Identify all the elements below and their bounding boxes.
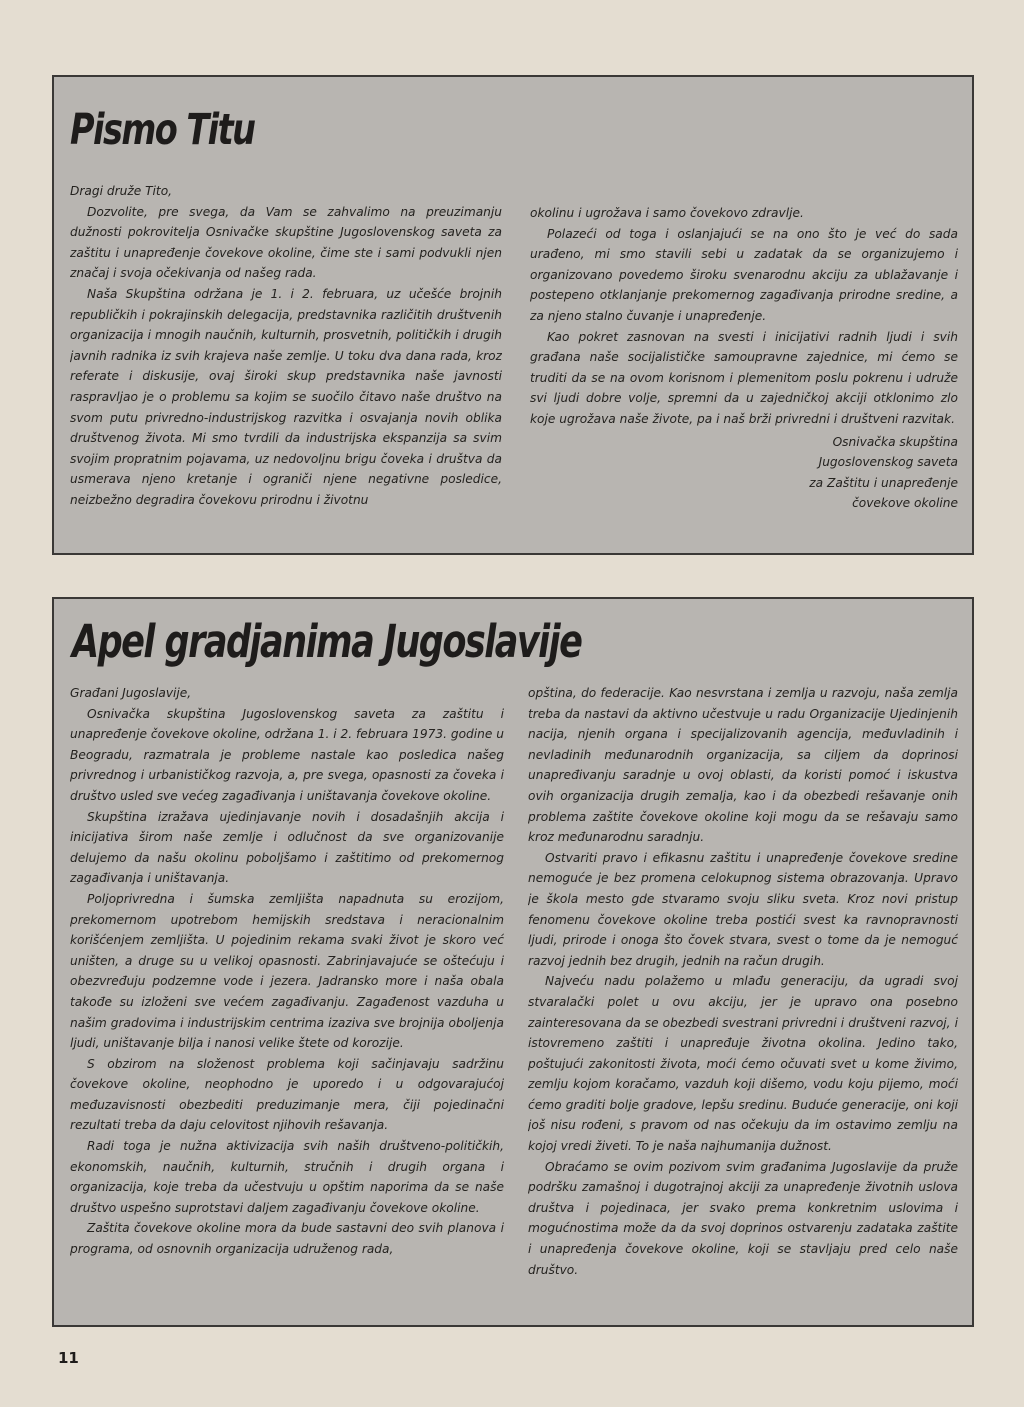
appeal-paragraph: S obzirom na složenost problema koji sačinjavaju sadržinu čovekove okoline, neophodno je uporedo i u odgovarajućoj međuzavisnosti obezbediti preduzimanje mera, čiji pojedinačni rezultati treba da daju celovitost njihovih rešavanja.: [70, 1056, 504, 1133]
appeal-paragraph: Obraćamo se ovim pozivom svim građanima Jugoslavije da pruže podršku zamašnoj i dugotrajnoj akciji za unapređenje životnih uslova društva i pojedinaca, jer svako prema konkretnim uslovima i mogućnostima može da da svoj doprinos ostvarenju zadataka zaštite i unapređenja čovekove okoline, koji se stavljaju pred celo naše društvo.: [528, 1159, 958, 1277]
page-number: 11: [58, 1349, 79, 1367]
signature-line: Jugoslovenskog saveta: [818, 455, 958, 470]
letter-to-tito-box: [52, 75, 974, 555]
letter-paragraph: Naša Skupština održana je 1. i 2. februara, uz učešće brojnih republičkih i pokrajinskih delegacija, predstavnika različitih društvenih organizacija i mnogih naučnih, kulturnih, prosvetnih, političkih i drugih javnih radnika iz svih krajeva naše zemlje. U toku dva dana rada, kroz referate i diskusije, ovaj široki skup predstavnika naše javnosti raspravljao je o problemu sa kojim se suočilo čitavo naše društvo na svom putu privredno-industrijskog razvitka i osvajanja novih oblika društvenog života. Mi smo tvrdili da industrijska ekspanzija sa svim svojim propratnim pojavama, uz nedovoljnu brigu čoveka i društva da usmerava njeno kretanje i ograniči njene negativne posledice, neizbežno degradira čovekovu prirodnu i životnu: [70, 286, 502, 507]
appeal-paragraph: Skupština izražava ujedinjavanje novih i dosadašnjih akcija i inicijativa širom naše zemlje i odlučnost da sve organizovanije delujemo da našu okolinu poboljšamo i zaštitimo od prekomernog zagađivanja i uništavanja.: [70, 809, 504, 886]
appeal-greeting: Građani Jugoslavije,: [70, 686, 192, 700]
appeal-paragraph: Najveću nadu polažemo u mlađu generaciju, da ugradi svoj stvaralački polet u ovu akciju, jer je upravo ona posebno zainteresovana da se obezbedi svestrani privredni i društveni razvoj, i istovremeno zaštiti i unapređuje životna okolina. Jedino tako, poštujući zakonitosti života, moći ćemo očuvati svet u kome živimo, zemlju kojom koračamo, vazduh koji dišemo, vodu koju pijemo, moći ćemo graditi bolje gradove, lepšu sredinu. Buduće generacije, oni koji još nisu rođeni, s pravom od nas očekuju da im ostavimo zemlju na kojoj vredi živeti. To je naša najhumanija dužnost.: [528, 974, 958, 1154]
appeal-paragraph: Poljoprivredna i šumska zemljišta napadnuta su erozijom, prekomernom upotrebom hemijskih sredstava i neracionalnim korišćenjem zemljišta. U pojedinim rekama svaki život je skoro već uništen, a druge su u velikoj opasnosti. Zabrinjavajuće se oštećuju i obezvređuju podzemne vode i jezera. Jadransko more i naša obala takođe su izloženi sve većem zagađivanju. Zagađenost vazduha u našim gradovima i industrijskim centrima izaziva sve brojnija oboljenja ljudi, uništavanje bilja i nanosi velike štete od korozije.: [70, 891, 504, 1051]
signature-line: Osnivačka skupština: [832, 434, 958, 449]
appeal-paragraph: Osnivačka skupština Jugoslovenskog saveta za zaštitu i unapređenje čovekove okoline, održana 1. i 2. februara 1973. godine u Beogradu, razmatrala je probleme nastale kao posledica našeg privrednog i urbanističkog razvoja, a, pre svega, opasnosti za čoveka i društvo usled sve većeg zagađivanja i uništavanja čovekove okoline.: [70, 706, 504, 803]
letter-right-column: [530, 203, 958, 563]
letter-left-column: [70, 181, 502, 541]
letter-title: Pismo Titu: [70, 105, 255, 155]
letter-paragraph: Dozvolite, pre svega, da Vam se zahvalimo na preuzimanju dužnosti pokrovitelja Osnivačke skupštine Jugoslovenskog saveta za zaštitu i unapređenje čovekove okoline, čime ste i sami podvukli njen značaj i svoja očekivanja od našeg rada.: [70, 204, 502, 281]
appeal-paragraph: Ostvariti pravo i efikasnu zaštitu i unapređenje čovekove sredine nemoguće je bez promena celokupnog sistema obrazovanja. Upravo je škola mesto gde stvaramo svoju sliku sveta. Kroz novi pristup fenomenu čovekove okoline treba postići svest ka ravnopravnosti ljudi, prirode i onoga što čovek stvara, svest o tome da je nemoguć razvoj jednih bez drugih, jednih na račun drugih.: [528, 850, 958, 968]
letter-greeting: Dragi druže Tito,: [70, 184, 173, 198]
letter-paragraph: okolinu i ugrožava i samo čovekovo zdravlje.: [530, 206, 804, 220]
appeal-left-column: [70, 683, 504, 1313]
letter-paragraph: Polazeći od toga i oslanjajući se na ono što je već do sada urađeno, mi smo stavili sebi u zadatak da se organizujemo i organizovano povedemo široku svenarodnu akciju za ublažavanje i postepeno otklanjanje prekomernog zagađivanja prirodne sredine, a za njeno stalno čuvanje i unapređenje.: [530, 226, 958, 323]
appeal-paragraph: opština, do federacije. Kao nesvrstana i zemlja u razvoju, naša zemlja treba da nastavi da aktivno učestvuje u radu Organizacije Ujedinjenih nacija, njenih organa i specijalizovanih agencija, međuvladinih i nevladinih međunarodnih organizacija, sa ciljem da doprinosi unapređivanju saradnje u ovoj oblasti, da koristi pomoć i iskustva ovih organizacija drugih zemalja, kao i da obezbedi rešavanje onih problema zaštite čovekove okoline koji mogu da se rešavaju samo kroz međunarodnu saradnju.: [528, 686, 958, 845]
signature-line: čovekove okoline: [852, 496, 958, 511]
appeal-paragraph: Radi toga je nužna aktivizacija svih naših društveno-političkih, ekonomskih, naučnih, kulturnih, stručnih i drugih organa i organizacija, koje treba da učestvuju u opštim naporima da se naše društvo uspešno suprotstavi daljem zagađivanju čovekove okoline.: [70, 1139, 504, 1215]
appeal-right-column: [528, 683, 958, 1313]
appeal-title: Apel gradjanima Jugoslavije: [72, 615, 582, 668]
letter-signature: [530, 432, 958, 514]
letter-paragraph: Kao pokret zasnovan na svesti i inicijativi radnih ljudi i svih građana naše socijalističke samoupravne zajednice, mi ćemo se truditi da se na ovom korisnom i plemenitom poslu pokrenu i udruže svi ljudi dobre volje, spremni da u zajedničkoj akciji otklonimo zlo koje ugrožava naše živote, pa i naš brži privredni i društveni razvitak.: [530, 329, 958, 426]
appeal-paragraph: Zaštita čovekove okoline mora da bude sastavni deo svih planova i programa, od osnovnih organizacija udruženog rada,: [70, 1221, 504, 1257]
appeal-box: [52, 597, 974, 1327]
signature-line: za Zaštitu i unapređenje: [809, 475, 958, 490]
